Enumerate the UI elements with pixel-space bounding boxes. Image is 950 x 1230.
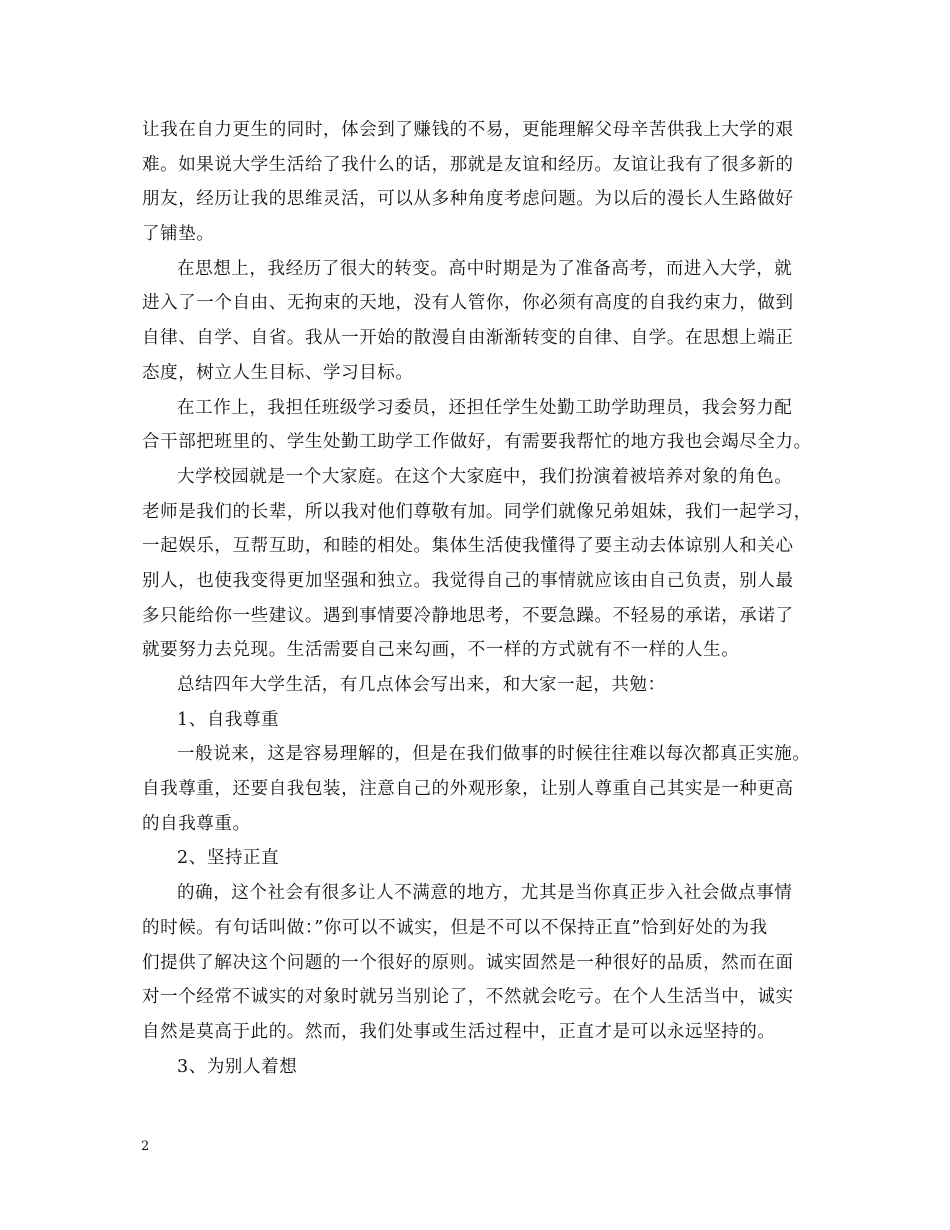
text-line: 的时候。有句话叫做：”你可以不诚实，但是不可以不保持正直”恰到好处的为我 bbox=[142, 917, 768, 938]
text-line: 态度，树立人生目标、学习目标。 bbox=[142, 362, 414, 383]
text-line: 进入了一个自由、无拘束的天地，没有人管你，你必须有高度的自我约束力，做到 bbox=[142, 293, 794, 314]
text-line: 在工作上，我担任班级学习委员，还担任学生处勤工助学助理员，我会努力配 bbox=[177, 397, 793, 418]
text-line: 自律、自学、自省。我从一开始的散漫自由渐渐转变的自律、自学。在思想上端正 bbox=[142, 328, 794, 349]
page-number: 2 bbox=[141, 1139, 150, 1154]
text-line: 老师是我们的长辈，所以我对他们尊敬有加。同学们就像兄弟姐妹，我们一起学习， bbox=[142, 501, 812, 522]
text-line: 一般说来，这是容易理解的，但是在我们做事的时候往往难以每次都真正实施。 bbox=[177, 744, 811, 765]
text-line: 在思想上，我经历了很大的转变。高中时期是为了准备高考，而进入大学，就 bbox=[177, 258, 793, 279]
text-line: 合干部把班里的、学生处勤工助学工作做好，有需要我帮忙的地方我也会竭尽全力。 bbox=[142, 432, 812, 453]
text-line: 们提供了解决这个问题的一个很好的原则。诚实固然是一种很好的品质，然而在面 bbox=[142, 952, 794, 973]
text-line: 让我在自力更生的同时，体会到了赚钱的不易，更能理解父母辛苦供我上大学的艰 bbox=[142, 120, 794, 140]
text-line: 2、坚持正直 bbox=[177, 848, 280, 869]
text-line: 自我尊重，还要自我包装，注意自己的外观形象，让别人尊重自己其实是一种更高 bbox=[142, 779, 794, 800]
text-line: 别人，也使我变得更加坚强和独立。我觉得自己的事情就应该由自己负责，别人最 bbox=[142, 570, 794, 591]
text-line: 了铺垫。 bbox=[142, 224, 215, 245]
body-text bbox=[142, 117, 822, 1088]
text-line: 多只能给你一些建议。遇到事情要冷静地思考，不要急躁。不轻易的承诺，承诺了 bbox=[142, 605, 794, 626]
text-line: 的确，这个社会有很多让人不满意的地方，尤其是当你真正步入社会做点事情 bbox=[177, 883, 793, 904]
text-line: 难。如果说大学生活给了我什么的话，那就是友谊和经历。友谊让我有了很多新的 bbox=[142, 154, 794, 175]
text-line: 的自我尊重。 bbox=[142, 813, 251, 834]
text-line: 自然是莫高于此的。然而，我们处事或生活过程中，正直才是可以永远坚持的。 bbox=[142, 1021, 776, 1042]
text-line: 总结四年大学生活，有几点体会写出来，和大家一起，共勉： bbox=[177, 675, 666, 695]
text-line: 3、为别人着想 bbox=[177, 1056, 298, 1077]
text-line: 一起娱乐，互帮互助，和睦的相处。集体生活使我懂得了要主动去体谅别人和关心 bbox=[142, 536, 794, 557]
text-line: 对一个经常不诚实的对象时就另当别论了，不然就会吃亏。在个人生活当中，诚实 bbox=[142, 987, 794, 1008]
text-line: 就要努力去兑现。生活需要自己来勾画，不一样的方式就有不一样的人生。 bbox=[142, 640, 740, 661]
text-line: 大学校园就是一个大家庭。在这个大家庭中，我们扮演着被培养对象的角色。 bbox=[177, 466, 793, 487]
text-line: 朋友，经历让我的思维灵活，可以从多种角度考虑问题。为以后的漫长人生路做好 bbox=[142, 189, 794, 210]
text-line: 1、自我尊重 bbox=[177, 709, 280, 730]
